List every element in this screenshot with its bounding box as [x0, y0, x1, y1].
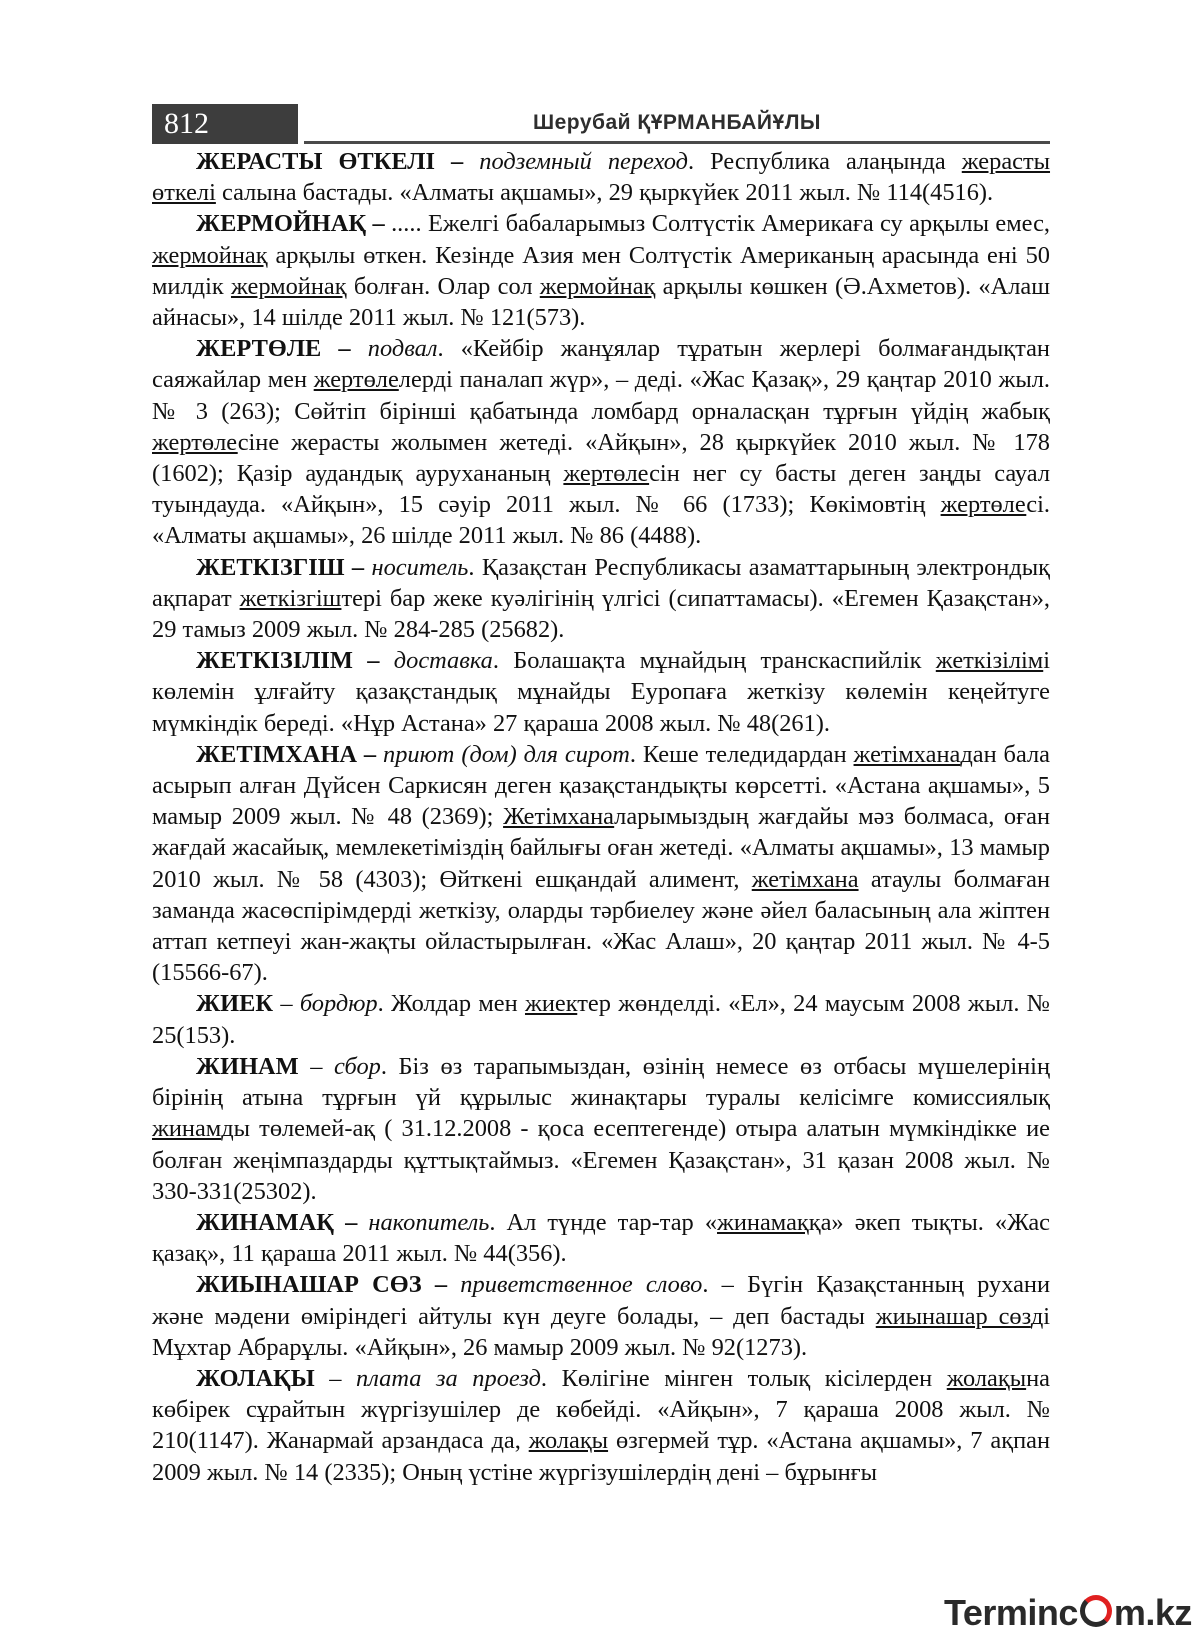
example-text: . Қазақстан Республикасы азаматтарының электрондық ақпарат — [152, 553, 1050, 612]
example-text: өзгермей тұр. «Астана ақшамы», 7 ақпан 2009 жыл. № 14 (2335); Оның үстіне жүргізушілердің дені – бұрынғы — [152, 1427, 1050, 1486]
entry-zhiynashar-soz — [152, 1269, 1050, 1363]
headword: – — [352, 647, 394, 675]
page-number: 812 — [152, 104, 298, 144]
example-text: сіне жерасты жолымен жетеді. «Айқын», 28 қыркүйек 2010 жыл. № 178 (1602); Қазір аудандық аурухананың — [152, 428, 1050, 488]
underlined-term: жертөле — [152, 428, 238, 456]
headword: ЖИЫНАШАР СӨЗ — [196, 1271, 422, 1299]
russian-translation: приют (дом) для сирот — [383, 740, 630, 768]
headword: – — [366, 210, 392, 238]
underlined-term: жермойнақ — [152, 241, 268, 269]
example-text: . Ал түнде тар-тар « — [489, 1208, 718, 1236]
underlined-term: жолақы — [946, 1364, 1027, 1392]
example-text: ..... Ежелгі бабаларымыз Солтүстік Америкаға су арқылы емес, — [391, 210, 1051, 238]
running-head-author: Шерубай ҚҰРМАНБАЙҰЛЫ — [304, 104, 1050, 144]
headword: ЖЕТКІЗГІШ — [196, 553, 345, 581]
underlined-term: жермойнақ — [539, 272, 656, 300]
russian-translation: накопитель — [368, 1208, 490, 1236]
underlined-term: жетімхана — [853, 740, 961, 768]
example-text: ды төлемей-ақ ( 31.12.2008 - қоса есептегенде) отыра алатын мүмкіндікке ие болған жеңімпаздарды құттықтаймыз. «Егемен Қазақстан», 31 қазан 2008 жыл. № 330-331(25302). — [152, 1115, 1050, 1205]
example-text: сін нег су басты деген заңды сауал туындауда. «Айқын», 15 сәуір 2011 жыл. № 66 (1733); Көкімовтің — [152, 460, 1050, 519]
example-text: на көбірек сұрайтын жүргізушілер де көбейді. «Айқын», 7 қараша 2008 жыл. № 210(1147). Жанармай арзандаса да, — [152, 1364, 1050, 1455]
example-text: салына бастады. «Алматы ақшамы», 29 қыркүйек 2011 жыл. № 114(4516). — [215, 179, 994, 207]
headword: ЖЕТКІЗІЛІМ — [196, 647, 353, 675]
entry-zhetkizgish — [152, 552, 1050, 646]
example-text: арқылы өткен. Кезінде Азия мен Солтүстік Американың арасында ені 50 милдік — [152, 241, 1050, 300]
watermark-middle: erminc — [962, 1592, 1078, 1633]
russian-translation: сбор — [334, 1052, 381, 1080]
russian-translation: бордюр — [299, 990, 378, 1018]
underlined-term: Жетімхана — [503, 803, 615, 831]
termincom-watermark — [944, 1592, 1192, 1634]
underlined-term: жинам — [152, 1115, 222, 1143]
example-text: . «Кейбір жанұялар тұратын жерлері болмағандықтан саяжайлар мен — [152, 335, 1050, 394]
example-text: ді Мұхтар Абрарұлы. «Айқын», 26 мамыр 2009 жыл. № 92(1273). — [152, 1302, 1050, 1361]
russian-translation: доставка — [393, 647, 493, 675]
entry-zhinam — [152, 1051, 1050, 1207]
headword: – — [321, 335, 368, 363]
underlined-term: жолақы — [528, 1427, 609, 1455]
example-text: қа» әкеп тықты. «Жас қазақ», 11 қараша 2011 жыл. № 44(356). — [152, 1208, 1050, 1268]
example-text: – — [273, 990, 300, 1018]
entry-zholaky — [152, 1363, 1050, 1488]
russian-translation: подземный переход — [479, 148, 688, 175]
entry-zhertole — [152, 333, 1050, 551]
underlined-term: жеткізілім — [935, 647, 1044, 675]
underlined-term: жертөле — [563, 460, 650, 488]
underlined-term: жеткізгіш — [239, 584, 342, 612]
example-text: . Біз өз тарапымыздан, өзінің немесе өз отбасы мүшелерінің бірінің атына тұрғын үй құрылыс жинақтары туралы келісімге комиссиялық — [152, 1052, 1050, 1112]
headword: ЖИНАМ — [196, 1052, 299, 1080]
example-text: болған. Олар сол — [346, 272, 540, 300]
headword: ЖЕТІМХАНА — [196, 740, 357, 768]
watermark-prefix: T — [944, 1592, 963, 1633]
underlined-term: жерасты өткелі — [152, 148, 1051, 207]
example-text: . Болашақта мұнайдың транскаспийлік — [492, 647, 936, 675]
underlined-term: жиынашар сөз — [875, 1302, 1031, 1330]
headword: – — [356, 740, 384, 768]
example-text: . Кеше теледидардан — [629, 740, 854, 768]
watermark-suffix: m.kz — [1113, 1592, 1192, 1633]
example-text: атаулы болмаған заманда жасөспірімдерді жеткізу, оларды тәрбиелеу және әйел баласының ала жіптен аттап кетпеуі жан-жақты ойластырылған. «Жас Алаш», 20 қаңтар 2011 жыл. № 4-5 (15566-67). — [152, 865, 1051, 987]
watermark-logo-ring — [1080, 1595, 1112, 1627]
example-text: і көлемін ұлғайту қазақстандық мұнайды Еуропаға жеткізу көлемін кеңейтуге мүмкіндік береді. «Нұр Астана» 27 қараша 2008 жыл. № 48(261). — [152, 647, 1051, 737]
underlined-term: жинамақ — [717, 1208, 809, 1236]
headword: ЖИЕК — [196, 990, 274, 1018]
entry-zhetimkhana — [152, 739, 1050, 989]
example-text: – — [298, 1052, 334, 1080]
example-text: арқылы көшкен (Ә.Ахметов). «Алаш айнасы», 14 шілде 2011 жыл. № 121(573). — [152, 272, 1050, 332]
dictionary-entries — [152, 146, 1050, 1488]
headword: ЖОЛАҚЫ — [196, 1364, 315, 1392]
example-text: тер жөнделді. «Ел», 24 маусым 2008 жыл. № 25(153). — [152, 990, 1050, 1049]
example-text: . Көлігіне мінген толық кісілерден — [540, 1364, 947, 1392]
example-text: сі. «Алматы ақшамы», 26 шілде 2011 жыл. № 86 (4488). — [152, 491, 1050, 550]
underlined-term: жертөле — [940, 491, 1027, 519]
underlined-term: жиек — [524, 990, 578, 1018]
example-text: ларымыздың жағдайы мәз болмаса, оған жағдай жасайық, мемлекетіміздің байлығы оған жетеді. «Алматы ақшамы», 13 мамыр 2010 жыл. № 58 (4303); Өйткені ешқандай алимент, — [152, 803, 1050, 893]
example-text: . Республика алаңында — [688, 148, 962, 175]
headword: – — [344, 553, 372, 581]
headword: – — [421, 1271, 461, 1299]
russian-translation: подвал — [367, 335, 438, 363]
underlined-term: жертөле — [313, 366, 399, 394]
entry-zhetkizilim — [152, 645, 1050, 739]
underlined-term: жетімхана — [751, 865, 859, 893]
example-text: . – Бүгін Қазақстанның рухани және мәдени өміріндегі айтулы күн деуге болады, – деп бастады — [152, 1271, 1051, 1330]
page-header — [152, 104, 1050, 144]
headword: ЖЕРАСТЫ ӨТКЕЛІ — [196, 148, 435, 175]
headword: ЖИНАМАҚ — [196, 1208, 334, 1236]
example-text: лерді паналап жүр», – деді. «Жас Қазақ», 29 қаңтар 2010 жыл. № 3 (263); Сөйтіп бірінші қабатында ломбард орналасқан тұрғын үйдің жабық — [152, 366, 1050, 425]
headword: ЖЕРТӨЛЕ — [196, 335, 322, 363]
headword: – — [434, 148, 480, 175]
example-text: . Жолдар мен — [377, 990, 525, 1018]
underlined-term: жермойнақ — [230, 272, 347, 300]
russian-translation: приветственное слово — [460, 1271, 703, 1299]
entry-zhiek — [152, 988, 1050, 1050]
russian-translation: плата за проезд — [356, 1364, 541, 1392]
entry-zhermoinak — [152, 208, 1050, 333]
entry-zhinamak — [152, 1207, 1050, 1269]
example-text: тері бар жеке куәлігінің үлгісі (сипаттамасы). «Егемен Қазақстан», 29 тамыз 2009 жыл. № 284-285 (25682). — [152, 584, 1051, 644]
headword: ЖЕРМОЙНАҚ — [196, 210, 367, 238]
headword: – — [334, 1208, 369, 1236]
entry-zherasty-otkeli — [152, 146, 1050, 208]
example-text: – — [314, 1364, 357, 1392]
russian-translation: носитель — [371, 553, 469, 581]
example-text: дан бала асырып алған Дүйсен Саркисян деген қазақстандықты көрсетті. «Астана ақшамы», 5 мамыр 2009 жыл. № 48 (2369); — [152, 740, 1051, 831]
